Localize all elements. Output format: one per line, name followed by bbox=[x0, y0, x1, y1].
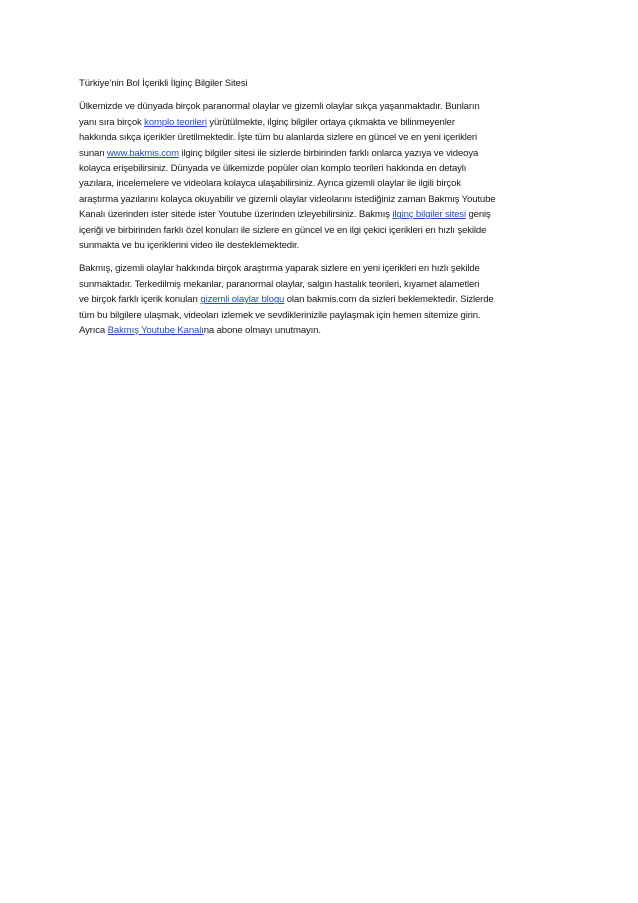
text-run: Ülkemizde ve dünyada birçok paranormal olaylar ve gizemli olaylar sıkça yaşanmaktadır. Bunların bbox=[79, 101, 480, 113]
text-line bbox=[79, 176, 565, 191]
text-line bbox=[79, 323, 565, 338]
text-run: yanı sıra birçok bbox=[79, 116, 145, 128]
text-run: hakkında sıkça içerikler üretilmektedir. İşte tüm bu alanlarda sizlere en güncel ve en yeni içerikleri bbox=[79, 132, 477, 144]
text-run: Kanalı üzerinden ister sitede ister Youtube üzerinden izleyebilirsiniz. Bakmış bbox=[79, 209, 393, 221]
text-line bbox=[79, 146, 565, 161]
inline-link[interactable]: Bakmış Youtube Kanalı bbox=[107, 325, 204, 337]
text-line bbox=[79, 277, 565, 292]
text-line bbox=[79, 308, 565, 323]
inline-link[interactable]: www.bakmis.com bbox=[106, 147, 179, 159]
document-title: Türkiye’nin Bol İçerikli İlginç Bilgiler Sitesi bbox=[79, 78, 248, 89]
text-line bbox=[79, 238, 565, 253]
inline-link[interactable]: komplo teorileri bbox=[144, 116, 207, 128]
paragraph-list bbox=[79, 99, 565, 338]
text-line bbox=[79, 130, 565, 145]
text-run: ve birçok farklı içerik konuları bbox=[79, 294, 201, 306]
text-run: Ayrıca bbox=[79, 325, 108, 337]
text-run: na abone olmayı unutmayın. bbox=[203, 325, 321, 337]
inline-link[interactable]: gizemli olaylar blogu bbox=[200, 294, 285, 306]
text-line bbox=[79, 115, 565, 130]
text-line bbox=[79, 99, 565, 114]
text-run: yazılara, incelemelere ve videolara kolayca ulaşabilirsiniz. Ayrıca gizemli olaylar ile ilgili birçok bbox=[79, 178, 461, 190]
inline-link[interactable]: ilginç bilgiler sitesi bbox=[392, 209, 466, 221]
text-run: tüm bu bilgilere ulaşmak, videoları izlemek ve sevdiklerinizile paylaşmak için hemen sitemize girin. bbox=[79, 309, 481, 321]
text-line bbox=[79, 161, 565, 176]
paragraph-2 bbox=[79, 261, 565, 338]
text-run: olan bakmis.com da sizleri beklemektedir. Sizlerde bbox=[284, 294, 494, 306]
text-run: sunan bbox=[79, 147, 107, 159]
text-line bbox=[79, 192, 565, 207]
text-line bbox=[79, 261, 565, 276]
text-run: sunmakta ve bu içeriklerini video ile desteklemektedir. bbox=[79, 240, 299, 252]
text-run: araştırma yazılarını kolayca okuyabilir ve gizemli olaylar videolarını istediğiniz zaman Bakmış Youtube bbox=[79, 193, 496, 205]
document-body bbox=[79, 76, 565, 347]
text-line bbox=[79, 207, 565, 222]
text-run: içeriği ve birbirinden farklı özel konuları ile sizlere en güncel ve en ilgi çekici içerikleri en hızlı şekilde bbox=[79, 224, 487, 236]
paragraph-1 bbox=[79, 99, 565, 253]
text-run: ilginç bilgiler sitesi ile sizlerde birbirinden farklı onlarca yazıya ve videoya bbox=[178, 147, 479, 159]
text-run: sunmaktadır. Terkedilmiş mekanlar, paranormal olaylar, salgın hastalık teorileri, kıyamet alametleri bbox=[79, 278, 480, 290]
text-line bbox=[79, 223, 565, 238]
text-run: yürütülmekte, ilginç bilgiler ortaya çıkmakta ve bilinmeyenler bbox=[206, 116, 455, 128]
text-line bbox=[79, 292, 565, 307]
text-run: geniş bbox=[465, 209, 491, 221]
text-run: kolayca erişebilirsiniz. Dünyada ve ülkemizde popüler olan komplo teorileri hakkında en detaylı bbox=[79, 163, 467, 175]
text-run: Bakmış, gizemli olaylar hakkında birçok araştırma yaparak sizlere en yeni içerikleri en hızlı şekilde bbox=[79, 263, 480, 275]
